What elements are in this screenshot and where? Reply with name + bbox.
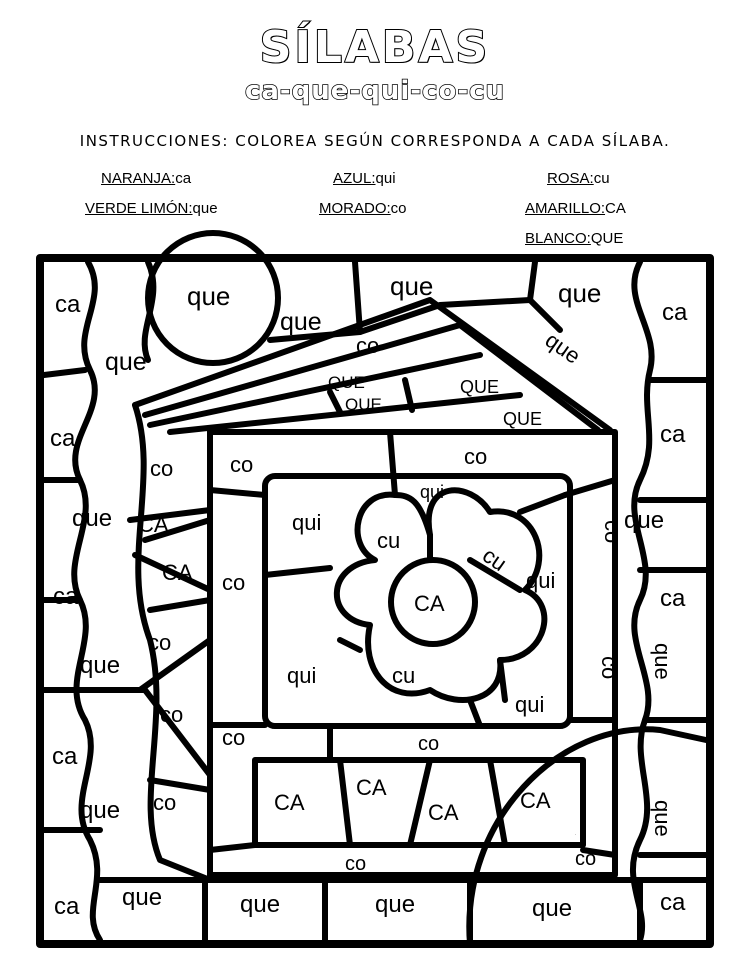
- legend-color-name: VERDE LIMÓN:: [85, 200, 193, 217]
- region-label: que: [390, 271, 434, 301]
- page-subtitle: ca-que-qui-co-cu: [244, 76, 506, 106]
- legend-syllable: CA: [605, 200, 626, 217]
- region-label: que: [80, 652, 121, 679]
- legend-color-name: AMARILLO:: [525, 200, 606, 217]
- page-title: SÍLABAS: [259, 22, 491, 73]
- region-label: QUE: [345, 395, 382, 414]
- region-label: co: [575, 835, 577, 836]
- region-label: que: [122, 884, 163, 911]
- region-label: qui: [420, 482, 445, 502]
- region-label: qui: [292, 510, 322, 535]
- region-label: co: [597, 656, 622, 680]
- region-label: CA: [162, 560, 193, 585]
- legend-syllable: QUE: [590, 230, 624, 247]
- region-label: que: [280, 308, 322, 336]
- region-label: qui: [287, 663, 317, 688]
- instructions: INSTRUCCIONES: COLOREA SEGÚN CORRESPONDA A CADA SÍLABA.: [79, 132, 671, 150]
- region-label: que: [80, 797, 121, 824]
- legend-color-name: MORADO:: [319, 200, 391, 217]
- region-label: co: [150, 456, 174, 481]
- region-label: co: [345, 853, 367, 875]
- region-label: QUE: [503, 409, 543, 429]
- region-label: co: [464, 444, 488, 469]
- region-label: qui: [515, 692, 545, 717]
- region-label: cu: [392, 663, 416, 688]
- syllable-labels: [50, 271, 688, 922]
- region-label: co: [418, 733, 440, 755]
- region-label: co: [222, 570, 246, 595]
- region-label: ca: [660, 585, 686, 612]
- region-label: co: [230, 452, 254, 477]
- legend-syllable: co: [390, 200, 407, 217]
- legend-color-name: AZUL:: [333, 170, 376, 187]
- region-label: ca: [54, 893, 80, 920]
- region-label: que: [375, 891, 416, 918]
- region-label: co: [600, 520, 625, 544]
- region-label: ca: [660, 889, 686, 916]
- legend-syllable: cu: [593, 170, 610, 187]
- region-label: CA: [356, 775, 387, 800]
- region-label: ca: [55, 291, 81, 318]
- region-label: QUE: [328, 373, 365, 392]
- region-label: cu: [377, 528, 401, 553]
- region-label: que: [240, 891, 281, 918]
- legend-syllable: que: [192, 200, 218, 217]
- region-label: CA: [520, 788, 551, 813]
- region-label: que: [532, 895, 573, 922]
- region-label: que: [650, 643, 675, 680]
- region-label: que: [650, 800, 675, 837]
- region-label: que: [624, 507, 665, 534]
- region-label: co: [148, 630, 172, 655]
- region-label: cu: [477, 542, 512, 577]
- legend-color-name: BLANCO:: [525, 230, 591, 247]
- region-label: CA: [274, 790, 305, 815]
- region-label: CA: [414, 591, 445, 616]
- legend-color-name: NARANJA:: [101, 170, 176, 187]
- region-label: ca: [50, 425, 76, 452]
- region-label: CA: [138, 512, 169, 537]
- right-wave: [633, 262, 652, 940]
- region-label: qui: [526, 568, 556, 593]
- region-label: CA: [428, 800, 459, 825]
- region-label: que: [72, 505, 113, 532]
- region-label: co: [222, 725, 246, 750]
- region-label: ca: [52, 743, 78, 770]
- region-label: ca: [662, 299, 688, 326]
- region-label: que: [540, 327, 586, 369]
- region-label: co: [160, 702, 184, 727]
- region-label: co: [575, 848, 597, 870]
- region-label: co: [356, 333, 380, 358]
- region-label: que: [105, 348, 147, 376]
- region-label: ca: [660, 421, 686, 448]
- region-label: que: [558, 278, 602, 308]
- legend-syllable: ca: [175, 170, 192, 187]
- legend-color-name: ROSA:: [547, 170, 594, 187]
- legend-syllable: qui: [375, 170, 396, 187]
- region-label: ca: [53, 583, 79, 610]
- region-label: co: [153, 790, 177, 815]
- region-label: QUE: [460, 377, 500, 397]
- region-label: que: [187, 281, 231, 311]
